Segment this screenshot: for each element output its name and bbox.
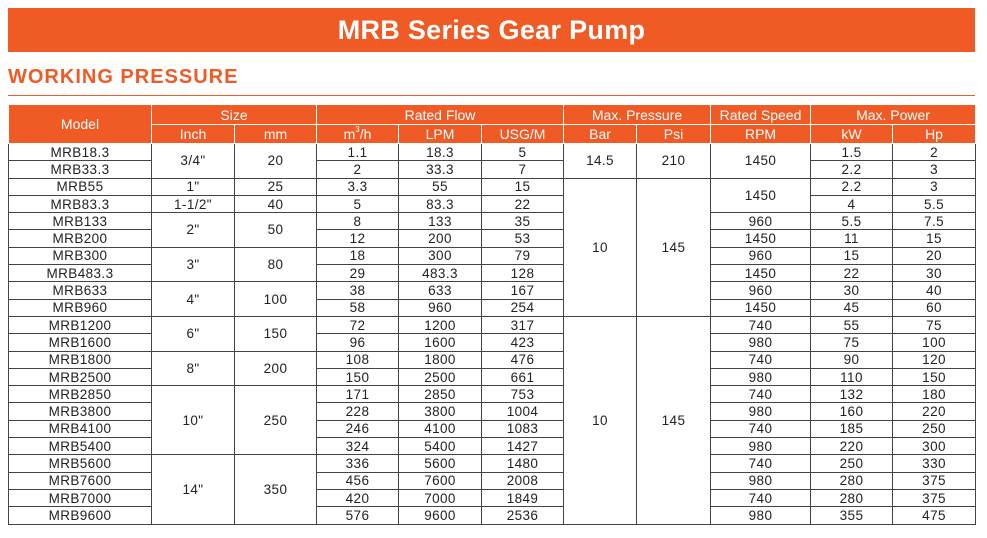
usgm-cell: 128 xyxy=(482,265,564,282)
kw-cell: 5.5 xyxy=(811,213,893,230)
kw-cell: 75 xyxy=(811,334,893,351)
m3h-cell: 576 xyxy=(317,507,399,524)
size-mm-cell: 20 xyxy=(235,144,317,179)
hp-cell: 3 xyxy=(893,178,976,195)
kw-cell: 2.2 xyxy=(811,161,893,178)
m3h-cell: 96 xyxy=(317,334,399,351)
model-cell: MRB300 xyxy=(9,247,152,264)
kw-cell: 45 xyxy=(811,299,893,316)
header-max-power: Max. Power xyxy=(811,105,976,125)
m3h-cell: 8 xyxy=(317,213,399,230)
hp-cell: 30 xyxy=(893,265,976,282)
size-inch-cell: 1-1/2" xyxy=(152,195,235,212)
lpm-cell: 5400 xyxy=(399,438,482,455)
size-mm-cell: 350 xyxy=(235,455,317,524)
usgm-cell: 22 xyxy=(482,195,564,212)
hp-cell: 7.5 xyxy=(893,213,976,230)
working-pressure-table xyxy=(8,104,976,525)
model-cell: MRB960 xyxy=(9,299,152,316)
table-row xyxy=(9,455,976,472)
header-m3h: $m^3/h$ xyxy=(317,125,399,144)
lpm-cell: 18.3 xyxy=(399,144,482,161)
usgm-cell: 1849 xyxy=(482,489,564,506)
hp-cell: 60 xyxy=(893,299,976,316)
usgm-cell: 5 xyxy=(482,144,564,161)
usgm-cell: 1083 xyxy=(482,420,564,437)
model-cell: MRB5600 xyxy=(9,455,152,472)
hp-cell: 250 xyxy=(893,420,976,437)
kw-cell: 110 xyxy=(811,368,893,385)
usgm-cell: 753 xyxy=(482,386,564,403)
rpm-cell: 740 xyxy=(711,420,811,437)
lpm-cell: 133 xyxy=(399,213,482,230)
kw-cell: 90 xyxy=(811,351,893,368)
kw-cell: 132 xyxy=(811,386,893,403)
m3h-cell: 246 xyxy=(317,420,399,437)
lpm-cell: 300 xyxy=(399,247,482,264)
usgm-cell: 7 xyxy=(482,161,564,178)
hp-cell: 75 xyxy=(893,316,976,333)
header-psi: Psi xyxy=(637,125,711,144)
kw-cell: 160 xyxy=(811,403,893,420)
hp-cell: 40 xyxy=(893,282,976,299)
lpm-cell: 200 xyxy=(399,230,482,247)
usgm-cell: 1004 xyxy=(482,403,564,420)
hp-cell: 300 xyxy=(893,438,976,455)
m3h-cell: 324 xyxy=(317,438,399,455)
model-cell: MRB3800 xyxy=(9,403,152,420)
header-size: Size xyxy=(152,105,317,125)
header-rated-flow: Rated Flow xyxy=(317,105,564,125)
table-row xyxy=(9,178,976,195)
model-cell: MRB18.3 xyxy=(9,144,152,161)
header-rated-speed: Rated Speed xyxy=(711,105,811,125)
lpm-cell: 4100 xyxy=(399,420,482,437)
rpm-cell: 980 xyxy=(711,403,811,420)
kw-cell: 280 xyxy=(811,489,893,506)
size-inch-cell: 3" xyxy=(152,247,235,282)
rpm-cell: 1450 xyxy=(711,230,811,247)
hp-cell: 20 xyxy=(893,247,976,264)
header-lpm: LPM xyxy=(399,125,482,144)
hp-cell: 180 xyxy=(893,386,976,403)
m3h-cell: 150 xyxy=(317,368,399,385)
kw-cell: 280 xyxy=(811,472,893,489)
hp-cell: 475 xyxy=(893,507,976,524)
kw-cell: 250 xyxy=(811,455,893,472)
model-cell: MRB33.3 xyxy=(9,161,152,178)
rpm-cell: 740 xyxy=(711,489,811,506)
m3h-cell: 108 xyxy=(317,351,399,368)
model-cell: MRB4100 xyxy=(9,420,152,437)
m3h-cell: 3.3 xyxy=(317,178,399,195)
lpm-cell: 33.3 xyxy=(399,161,482,178)
header-mm: mm xyxy=(235,125,317,144)
rpm-cell: 740 xyxy=(711,316,811,333)
header-usgm: USG/M xyxy=(482,125,564,144)
size-inch-cell: 1" xyxy=(152,178,235,195)
rpm-cell: 1450 xyxy=(711,299,811,316)
lpm-cell: 55 xyxy=(399,178,482,195)
header-model: Model xyxy=(9,105,152,144)
section-title: WORKING PRESSURE xyxy=(8,66,239,88)
table-row xyxy=(9,351,976,368)
bar-cell: 10 xyxy=(564,316,637,524)
lpm-cell: 5600 xyxy=(399,455,482,472)
size-inch-cell: 6" xyxy=(152,316,235,351)
hp-cell: 120 xyxy=(893,351,976,368)
size-mm-cell: 200 xyxy=(235,351,317,386)
table-row xyxy=(9,386,976,403)
table-row xyxy=(9,282,976,299)
kw-cell: 11 xyxy=(811,230,893,247)
model-cell: MRB2850 xyxy=(9,386,152,403)
lpm-cell: 1200 xyxy=(399,316,482,333)
rpm-cell: 740 xyxy=(711,351,811,368)
m3h-cell: 2 xyxy=(317,161,399,178)
kw-cell: 185 xyxy=(811,420,893,437)
table-row xyxy=(9,213,976,230)
m3h-cell: 228 xyxy=(317,403,399,420)
header-kw: kW xyxy=(811,125,893,144)
rpm-cell: 740 xyxy=(711,455,811,472)
m3h-cell: 171 xyxy=(317,386,399,403)
model-cell: MRB1200 xyxy=(9,316,152,333)
size-mm-cell: 80 xyxy=(235,247,317,282)
m3h-cell: 38 xyxy=(317,282,399,299)
hp-cell: 220 xyxy=(893,403,976,420)
usgm-cell: 35 xyxy=(482,213,564,230)
hp-cell: 375 xyxy=(893,472,976,489)
model-cell: MRB7000 xyxy=(9,489,152,506)
hp-cell: 375 xyxy=(893,489,976,506)
section-divider xyxy=(8,95,975,96)
page-title: MRB Series Gear Pump xyxy=(8,8,975,52)
rpm-cell: 980 xyxy=(711,438,811,455)
lpm-cell: 3800 xyxy=(399,403,482,420)
hp-cell: 2 xyxy=(893,144,976,161)
size-mm-cell: 150 xyxy=(235,316,317,351)
lpm-cell: 83.3 xyxy=(399,195,482,212)
kw-cell: 2.2 xyxy=(811,178,893,195)
m3h-cell: 29 xyxy=(317,265,399,282)
size-inch-cell: 4" xyxy=(152,282,235,317)
rpm-cell: 980 xyxy=(711,472,811,489)
kw-cell: 4 xyxy=(811,195,893,212)
size-inch-cell: 3/4" xyxy=(152,144,235,179)
hp-cell: 100 xyxy=(893,334,976,351)
header-bar: Bar xyxy=(564,125,637,144)
model-cell: MRB200 xyxy=(9,230,152,247)
usgm-cell: 15 xyxy=(482,178,564,195)
kw-cell: 220 xyxy=(811,438,893,455)
lpm-cell: 7600 xyxy=(399,472,482,489)
m3h-cell: 12 xyxy=(317,230,399,247)
usgm-cell: 167 xyxy=(482,282,564,299)
model-cell: MRB133 xyxy=(9,213,152,230)
rpm-cell: 1450 xyxy=(711,178,811,213)
size-mm-cell: 25 xyxy=(235,178,317,195)
model-cell: MRB1800 xyxy=(9,351,152,368)
m3h-cell: 58 xyxy=(317,299,399,316)
usgm-cell: 2008 xyxy=(482,472,564,489)
model-cell: MRB55 xyxy=(9,178,152,195)
psi-cell: 145 xyxy=(637,178,711,316)
lpm-cell: 7000 xyxy=(399,489,482,506)
rpm-cell: 960 xyxy=(711,247,811,264)
model-cell: MRB7600 xyxy=(9,472,152,489)
header-max-pressure: Max. Pressure xyxy=(564,105,711,125)
header-hp: Hp xyxy=(893,125,976,144)
header-inch: Inch xyxy=(152,125,235,144)
size-inch-cell: 2" xyxy=(152,213,235,248)
rpm-cell: 960 xyxy=(711,213,811,230)
kw-cell: 1.5 xyxy=(811,144,893,161)
bar-cell: 14.5 xyxy=(564,144,637,179)
table-row xyxy=(9,144,976,161)
m3h-cell: 456 xyxy=(317,472,399,489)
hp-cell: 150 xyxy=(893,368,976,385)
model-cell: MRB633 xyxy=(9,282,152,299)
usgm-cell: 1480 xyxy=(482,455,564,472)
kw-cell: 15 xyxy=(811,247,893,264)
lpm-cell: 9600 xyxy=(399,507,482,524)
size-mm-cell: 40 xyxy=(235,195,317,212)
usgm-cell: 53 xyxy=(482,230,564,247)
m3h-cell: 420 xyxy=(317,489,399,506)
usgm-cell: 254 xyxy=(482,299,564,316)
psi-cell: 210 xyxy=(637,144,711,179)
m3h-cell: 18 xyxy=(317,247,399,264)
hp-cell: 5.5 xyxy=(893,195,976,212)
lpm-cell: 1600 xyxy=(399,334,482,351)
rpm-cell: 1450 xyxy=(711,265,811,282)
rpm-cell: 980 xyxy=(711,507,811,524)
kw-cell: 22 xyxy=(811,265,893,282)
model-cell: MRB2500 xyxy=(9,368,152,385)
lpm-cell: 483.3 xyxy=(399,265,482,282)
model-cell: MRB5400 xyxy=(9,438,152,455)
kw-cell: 55 xyxy=(811,316,893,333)
lpm-cell: 2500 xyxy=(399,368,482,385)
table-row xyxy=(9,247,976,264)
header-rpm: RPM xyxy=(711,125,811,144)
size-inch-cell: 10" xyxy=(152,386,235,455)
size-inch-cell: 14" xyxy=(152,455,235,524)
size-mm-cell: 50 xyxy=(235,213,317,248)
size-mm-cell: 250 xyxy=(235,386,317,455)
size-mm-cell: 100 xyxy=(235,282,317,317)
rpm-cell: 960 xyxy=(711,282,811,299)
kw-cell: 355 xyxy=(811,507,893,524)
model-cell: MRB483.3 xyxy=(9,265,152,282)
m3h-cell: 72 xyxy=(317,316,399,333)
lpm-cell: 960 xyxy=(399,299,482,316)
model-cell: MRB83.3 xyxy=(9,195,152,212)
m3h-cell: 5 xyxy=(317,195,399,212)
usgm-cell: 317 xyxy=(482,316,564,333)
lpm-cell: 1800 xyxy=(399,351,482,368)
size-inch-cell: 8" xyxy=(152,351,235,386)
psi-cell: 145 xyxy=(637,316,711,524)
bar-cell: 10 xyxy=(564,178,637,316)
kw-cell: 30 xyxy=(811,282,893,299)
m3h-cell: 1.1 xyxy=(317,144,399,161)
usgm-cell: 423 xyxy=(482,334,564,351)
usgm-cell: 661 xyxy=(482,368,564,385)
lpm-cell: 633 xyxy=(399,282,482,299)
model-cell: MRB9600 xyxy=(9,507,152,524)
table-row xyxy=(9,316,976,333)
m3h-cell: 336 xyxy=(317,455,399,472)
hp-cell: 330 xyxy=(893,455,976,472)
rpm-cell: 740 xyxy=(711,386,811,403)
usgm-cell: 1427 xyxy=(482,438,564,455)
table-row xyxy=(9,195,976,212)
usgm-cell: 476 xyxy=(482,351,564,368)
hp-cell: 15 xyxy=(893,230,976,247)
usgm-cell: 79 xyxy=(482,247,564,264)
lpm-cell: 2850 xyxy=(399,386,482,403)
model-cell: MRB1600 xyxy=(9,334,152,351)
hp-cell: 3 xyxy=(893,161,976,178)
rpm-cell: 980 xyxy=(711,334,811,351)
rpm-cell: 1450 xyxy=(711,144,811,179)
rpm-cell: 980 xyxy=(711,368,811,385)
usgm-cell: 2536 xyxy=(482,507,564,524)
